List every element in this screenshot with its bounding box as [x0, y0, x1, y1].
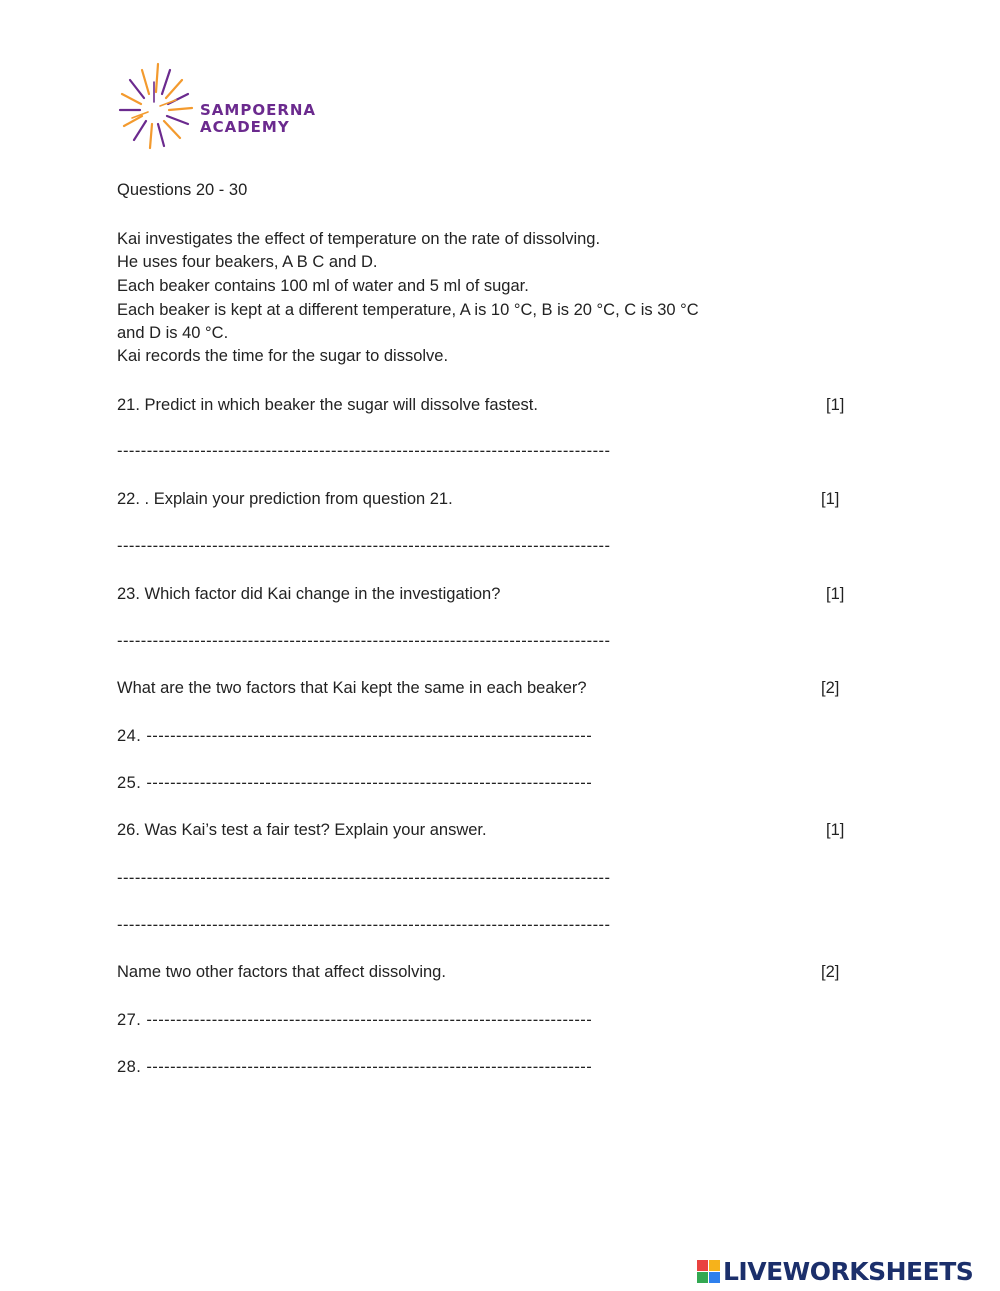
answer-line-24[interactable]: 24. ---------------------------------------------------------------------------: [117, 727, 593, 745]
intro-line-4: Each beaker is kept at a different temperature, A is 10 °C, B is 20 °C, C is 30 °C: [117, 301, 699, 319]
section-label: Questions 20 - 30: [117, 181, 248, 199]
intro-line-5: and D is 40 °C.: [117, 324, 229, 342]
logo-line-2: ACADEMY: [200, 118, 290, 136]
starburst-icon: [118, 62, 198, 152]
intro-line-2: He uses four beakers, A B C and D.: [117, 253, 378, 271]
liveworksheets-wordmark: LIVEWORKSHEETS: [723, 1256, 974, 1286]
question-23-mark: [1]: [826, 585, 845, 603]
question-24-25: What are the two factors that Kai kept the same in each beaker?: [117, 679, 587, 697]
question-21-mark: [1]: [826, 396, 845, 414]
answer-line-28[interactable]: 28. ---------------------------------------------------------------------------: [117, 1058, 593, 1076]
block-l: [697, 1260, 708, 1271]
question-22: 22. . Explain your prediction from question 21.: [117, 490, 453, 508]
question-23: 23. Which factor did Kai change in the investigation?: [117, 585, 501, 603]
question-24-25-mark: [2]: [821, 679, 840, 697]
logo-wordmark: [200, 102, 316, 136]
answer-line-26a[interactable]: -----------------------------------------------------------------------------------: [117, 869, 611, 887]
answer-line-26b[interactable]: -----------------------------------------------------------------------------------: [117, 916, 611, 934]
question-27-28: Name two other factors that affect dissolving.: [117, 963, 446, 981]
question-27-28-mark: [2]: [821, 963, 840, 981]
question-22-mark: [1]: [821, 490, 840, 508]
answer-line-22[interactable]: -----------------------------------------------------------------------------------: [117, 537, 611, 555]
block-i: [709, 1260, 720, 1271]
question-21: 21. Predict in which beaker the sugar will dissolve fastest.: [117, 396, 538, 414]
intro-line-6: Kai records the time for the sugar to dissolve.: [117, 347, 449, 365]
intro-line-1: Kai investigates the effect of temperature on the rate of dissolving.: [117, 230, 601, 248]
liveworksheets-blocks-icon: [697, 1260, 720, 1283]
liveworksheets-logo: [697, 1256, 973, 1286]
question-26-mark: [1]: [826, 821, 845, 839]
intro-line-3: Each beaker contains 100 ml of water and 5 ml of sugar.: [117, 277, 529, 295]
block-v: [697, 1272, 708, 1283]
answer-line-21[interactable]: -----------------------------------------------------------------------------------: [117, 442, 611, 460]
logo-line-1: SAMPOERNA: [200, 101, 317, 119]
answer-line-23[interactable]: -----------------------------------------------------------------------------------: [117, 632, 611, 650]
sampoerna-academy-logo: [118, 62, 338, 152]
answer-line-25[interactable]: 25. ---------------------------------------------------------------------------: [117, 774, 593, 792]
question-26: 26. Was Kai’s test a fair test? Explain your answer.: [117, 821, 487, 839]
answer-line-27[interactable]: 27. ---------------------------------------------------------------------------: [117, 1011, 593, 1029]
block-e: [709, 1272, 720, 1283]
